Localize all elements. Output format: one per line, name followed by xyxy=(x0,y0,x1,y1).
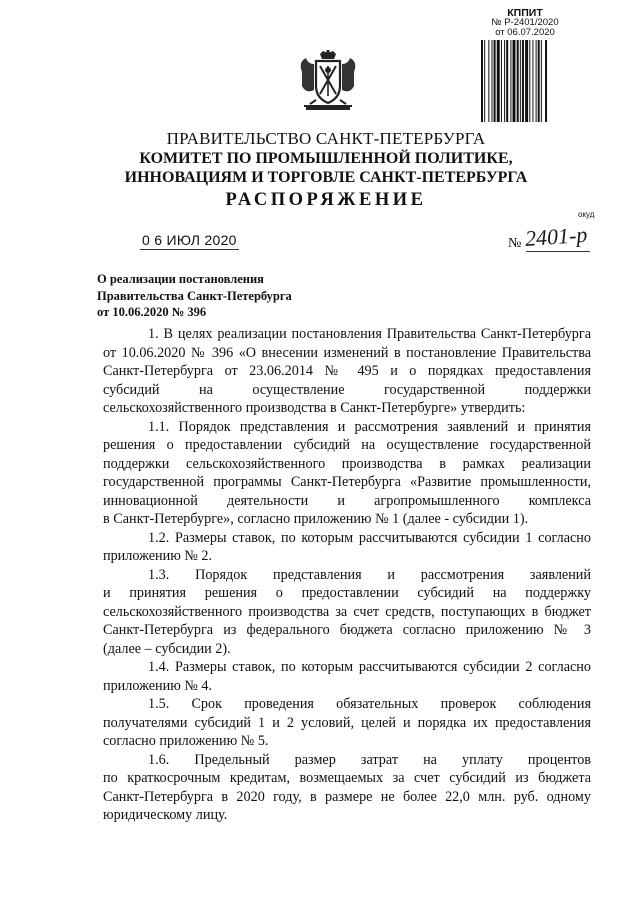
body-line: по краткосрочным кредитам, возмещаемых за счет субсидий из бюджета xyxy=(103,770,591,786)
body-line: решения о предоставлении субсидий на осуществление государственной xyxy=(103,437,591,453)
body-line: сельскохозяйственного производства в Санкт-Петербурге» утвердить: xyxy=(103,400,526,416)
body-line: 1.2. Размеры ставок, по которым рассчитываются субсидии 1 согласно xyxy=(148,529,591,546)
document-date: 0 6 ИЮЛ 2020 xyxy=(142,232,237,248)
body-line: поддержки сельскохозяйственного производства в рамках реализации xyxy=(103,455,591,472)
body-line: приложению № 2. xyxy=(103,548,213,564)
body-line: Санкт-Петербурга от 23.06.2014 № 495 и о порядках предоставления xyxy=(103,363,591,379)
registration-stamp xyxy=(470,8,580,122)
stamp-org: КППИТ xyxy=(507,7,543,19)
body-line: 1.3. Порядок представления и рассмотрения заявлений xyxy=(148,566,591,583)
body-line: приложению № 4. xyxy=(103,677,213,694)
body-line: инновационной деятельности и агропромышленного комплекса xyxy=(103,492,591,509)
document-number: 2401-р xyxy=(524,221,589,252)
body-line: 1.5. Срок проведения обязательных проверок соблюдения xyxy=(148,696,591,712)
spb-coat-of-arms-icon xyxy=(296,50,360,114)
barcode-icon xyxy=(479,40,571,122)
body-line: Санкт-Петербурга в 2020 году, в размере не более 22,0 млн. руб. одному xyxy=(103,788,591,805)
body-line: 1.1. Порядок представления и рассмотрения заявлений и принятия xyxy=(148,418,591,435)
body-line: от 10.06.2020 № 396 «О внесении изменений в постановление Правительства xyxy=(103,344,591,361)
committee-name-line1: КОМИТЕТ ПО ПРОМЫШЛЕННОЙ ПОЛИТИКЕ, xyxy=(139,150,513,167)
body-line: юридическому лицу. xyxy=(103,807,228,823)
body-line: субсидий на осуществление государственной поддержки xyxy=(103,381,591,398)
subject-line: Правительства Санкт-Петербурга xyxy=(97,288,292,303)
body-line: 1. В целях реализации постановления Правительства Санкт-Петербурга xyxy=(148,326,591,342)
body-line: получателями субсидий 1 и 2 условий, целей и порядка их предоставления xyxy=(103,714,591,731)
document-body xyxy=(103,325,591,825)
body-line: и принятия решения о предоставлении субсидий на поддержку xyxy=(103,585,591,601)
document-subject xyxy=(97,271,292,321)
body-line: (далее – субсидии 2). xyxy=(103,640,231,657)
stamp-date: от 06.07.2020 xyxy=(495,27,555,38)
body-line: сельскохозяйственного производства за счет средств, поступающих в бюджет xyxy=(103,603,591,620)
body-line: 1.6. Предельный размер затрат на уплату процентов xyxy=(148,751,591,768)
stamp-number: № Р-2401/2020 xyxy=(491,17,559,28)
okud-label: окуд xyxy=(578,210,595,219)
subject-line: от 10.06.2020 № 396 xyxy=(97,305,207,319)
body-line: 1.4. Размеры ставок, по которым рассчитываются субсидии 2 согласно xyxy=(148,659,591,675)
government-name: ПРАВИТЕЛЬСТВО САНКТ-ПЕТЕРБУРГА xyxy=(166,129,486,148)
number-label: № xyxy=(508,236,522,251)
body-line: государственной программы Санкт-Петербурга «Развитие промышленности, xyxy=(103,474,591,490)
body-line: в Санкт-Петербурге», согласно приложению № 1 (далее - субсидии 1). xyxy=(103,511,529,527)
committee-name-line2: ИННОВАЦИЯМ И ТОРГОВЛЕ САНКТ-ПЕТЕРБУРГА xyxy=(124,169,528,186)
body-line: Санкт-Петербурга из федерального бюджета согласно приложению № 3 xyxy=(103,622,591,638)
subject-line: О реализации постановления xyxy=(97,272,264,286)
document-type: РАСПОРЯЖЕНИЕ xyxy=(225,190,427,210)
body-line: согласно приложению № 5. xyxy=(103,733,269,749)
